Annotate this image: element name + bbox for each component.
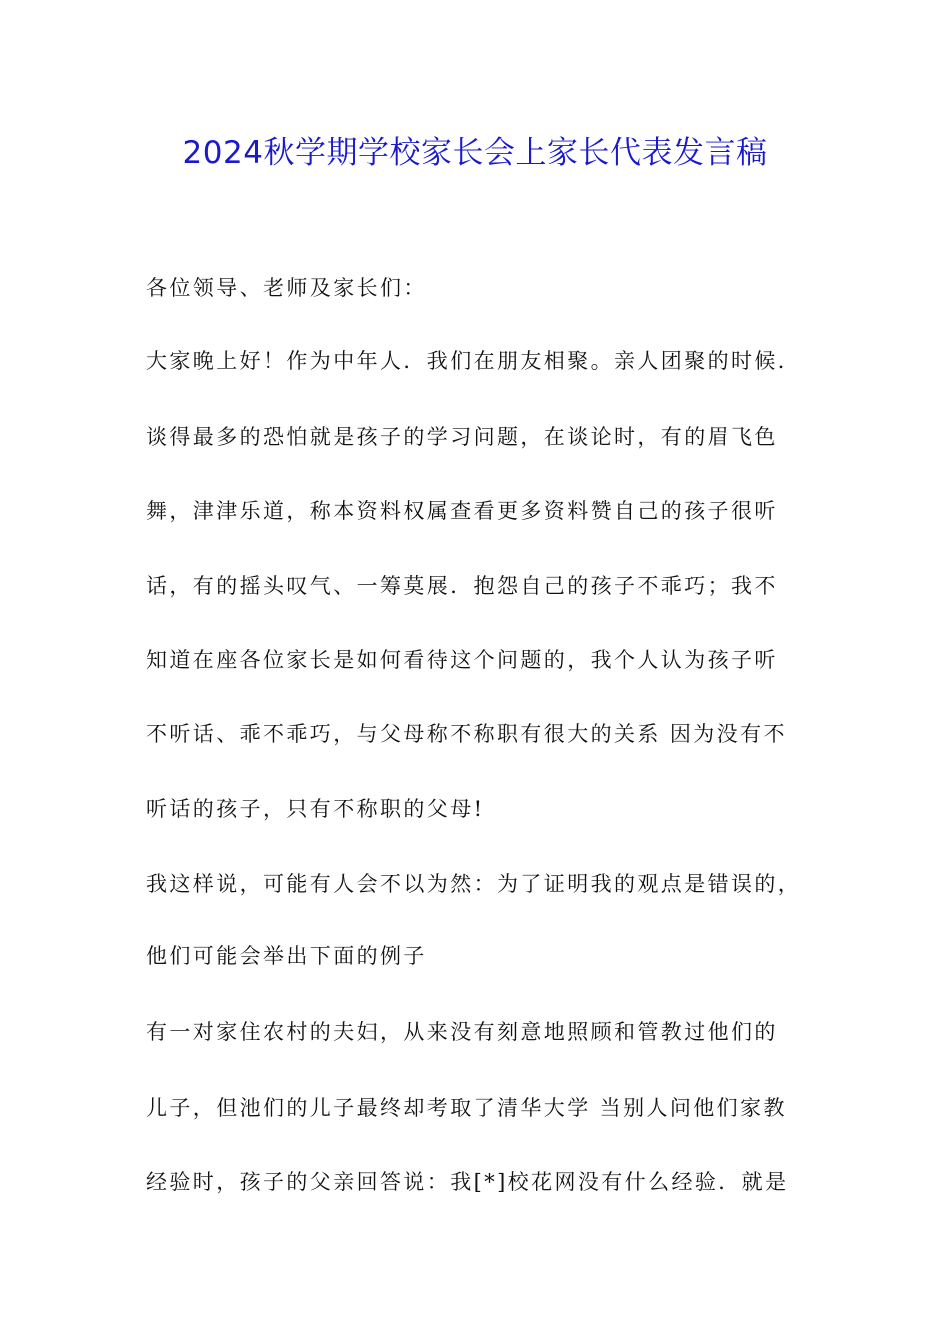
salutation: 各位领导、老师及家长们： xyxy=(146,276,427,300)
body-line: 舞，津津乐道，称本资料权属查看更多资料赞自己的孩子很听 xyxy=(146,499,778,523)
body-line: 他们可能会举出下面的例子 xyxy=(146,944,427,968)
document-title: 2024秋学期学校家长会上家长代表发言稿 xyxy=(182,135,768,171)
body-line: 谈得最多的恐怕就是孩子的学习问题，在谈论时，有的眉飞色 xyxy=(146,425,778,449)
body-line: 知道在座各位家长是如何看待这个问题的，我个人认为孩子听 xyxy=(146,648,778,672)
body-line: 不听话、乖不乖巧，与父母称不称职有很大的关系 因为没有不 xyxy=(146,722,787,746)
body-line: 话，有的摇头叹气、一筹莫展．抱怨自己的孩子不乖巧；我不 xyxy=(146,574,778,598)
body-line: 我这样说，可能有人会不以为然：为了证明我的观点是错误的， xyxy=(146,872,802,896)
body-line: 儿子，但池们的儿子最终却考取了清华大学 当别人问他们家教 xyxy=(146,1096,787,1120)
body-line: 大家晚上好！作为中年人．我们在朋友相聚。亲人团聚的时候． xyxy=(146,349,802,373)
body-line: 经验时，孩子的父亲回答说：我[*]校花网没有什么经验．就是 xyxy=(146,1170,789,1194)
body-line: 有一对家住农村的夫妇，从来没有刻意地照顾和管教过他们的 xyxy=(146,1020,778,1044)
body-line: 听话的孩子，只有不称职的父母! xyxy=(146,797,485,821)
